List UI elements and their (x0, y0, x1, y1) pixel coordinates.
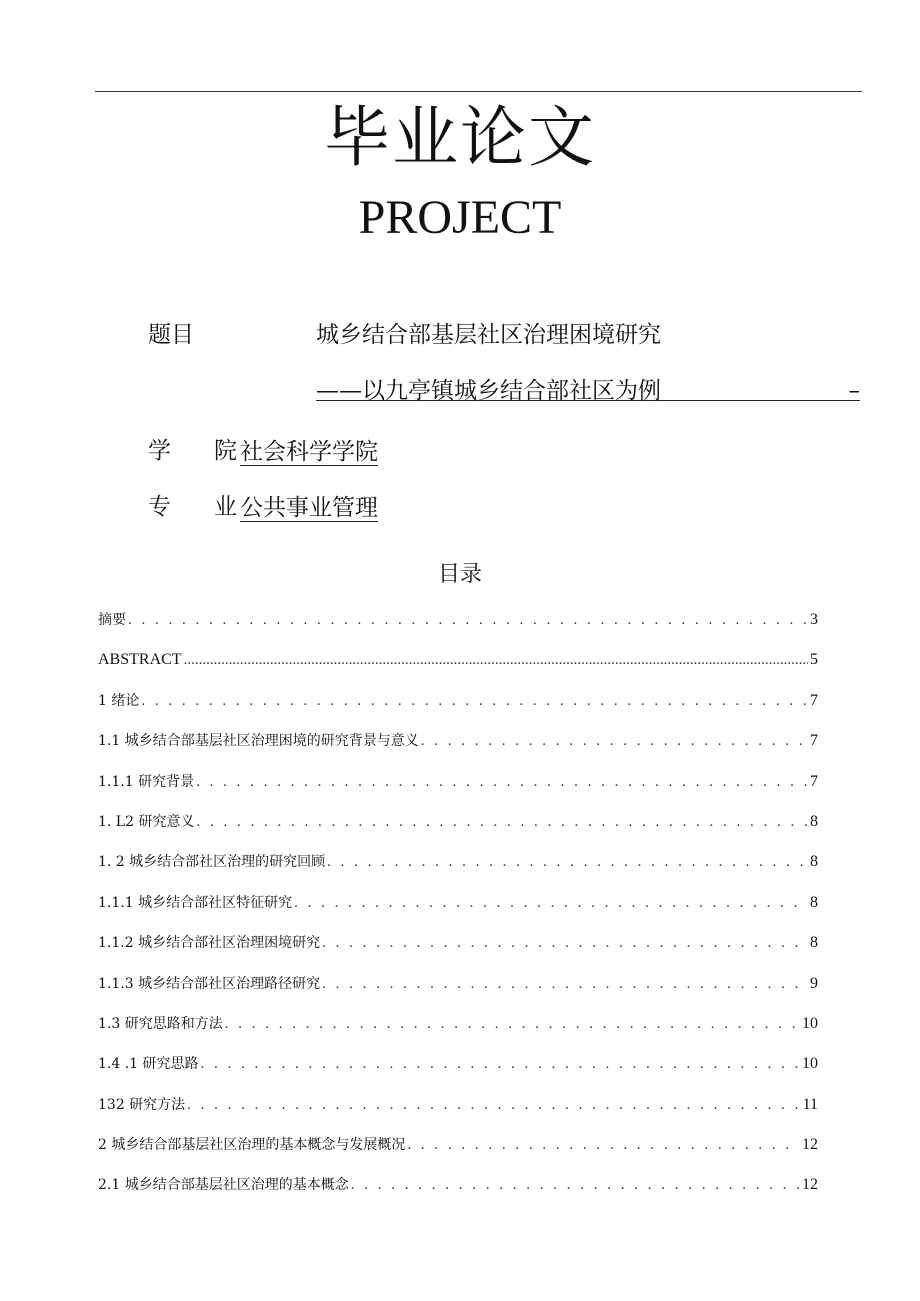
toc-entry[interactable] (98, 1173, 818, 1213)
toc-page-number: 11 (802, 1095, 818, 1113)
topic-line-2-tail: – (848, 378, 860, 404)
toc-entry[interactable] (98, 891, 818, 931)
toc-entry[interactable] (98, 648, 818, 688)
college-label: 学 (148, 438, 171, 464)
toc-page-number: 9 (810, 974, 818, 992)
toc-entry[interactable] (98, 1093, 818, 1133)
toc-leader (294, 891, 808, 915)
toc-page-number: 3 (810, 611, 818, 628)
toc-leader (128, 608, 808, 632)
toc-entry-text: 1. 2 城乡结合部社区治理的研究回顾 (98, 854, 326, 871)
toc-entry-text: 1.1.1 研究背景 (98, 773, 195, 790)
toc-page-number: 5 (810, 651, 818, 669)
toc-leader (187, 1093, 800, 1117)
toc-entry[interactable] (98, 729, 818, 769)
toc-leader (196, 770, 808, 794)
toc-entry[interactable] (98, 689, 818, 729)
toc-leader (407, 1133, 800, 1157)
toc-leader (322, 972, 808, 996)
topic-label: 题目 (148, 322, 194, 348)
toc-entry[interactable] (98, 1052, 818, 1092)
toc-page-number: 7 (810, 732, 818, 750)
toc-entry[interactable] (98, 931, 818, 971)
toc-entry[interactable] (98, 770, 818, 810)
toc-page-number: 12 (802, 1176, 818, 1194)
topic-line-2-text: ——以九亭镇城乡结合部社区为例 (316, 378, 661, 404)
toc-entry-text: 1.1.3 城乡结合部社区治理路径研究 (98, 975, 321, 992)
toc-entry[interactable] (98, 850, 818, 890)
toc-leader (225, 1012, 800, 1036)
toc-entry-text: ABSTRACT (98, 651, 182, 669)
toc-leader (201, 1052, 800, 1076)
toc-page-number: 8 (810, 934, 818, 952)
toc-page-number: 10 (802, 1014, 818, 1032)
toc-leader (351, 1173, 800, 1197)
topic-line-2 (316, 376, 860, 404)
topic-line-1: 城乡结合部基层社区治理困境研究 (316, 322, 661, 348)
toc-leader (141, 689, 808, 713)
toc-leader (421, 729, 808, 753)
toc-entry-text: 1.3 研究思路和方法 (98, 1015, 223, 1032)
toc-entry-text: 1.1.1 城乡结合部社区特征研究 (98, 894, 293, 911)
major-label: 专 (148, 494, 171, 520)
toc-entry[interactable] (98, 608, 818, 648)
toc-leader (322, 931, 808, 955)
college-value: 社会科学学院 (240, 439, 378, 465)
toc-title: 目录 (437, 562, 482, 587)
toc-page-number: 8 (810, 812, 818, 830)
toc-entry-text: 2 城乡结合部基层社区治理的基本概念与发展概况 (98, 1137, 406, 1154)
major-value: 公共事业管理 (240, 495, 378, 521)
toc-leader (327, 850, 808, 874)
toc-entry-text: 1.4 .1 研究思路 (98, 1056, 199, 1073)
toc-page-number: 7 (810, 772, 818, 790)
toc-entry-text: 132 研究方法 (98, 1096, 186, 1113)
toc-leader (196, 810, 808, 834)
toc-entry[interactable] (98, 810, 818, 850)
toc-entry[interactable] (98, 972, 818, 1012)
toc-entry-text: 1.1 城乡结合部基层社区治理困境的研究背景与意义 (98, 733, 419, 750)
toc-entry-text: 摘要 (98, 612, 126, 628)
toc-entry-text: 1.1.2 城乡结合部社区治理困境研究 (98, 935, 321, 952)
thesis-subtitle: PROJECT (358, 191, 562, 244)
header-rule (95, 91, 862, 92)
toc-entry[interactable] (98, 1012, 818, 1052)
toc-page-number: 12 (802, 1136, 818, 1154)
toc-page-number: 7 (810, 691, 818, 709)
table-of-contents (98, 608, 818, 1214)
major-label-suffix: 业 (214, 494, 237, 520)
toc-page-number: 10 (802, 1055, 818, 1073)
toc-entry[interactable] (98, 1133, 818, 1173)
toc-page-number: 8 (810, 853, 818, 871)
thesis-title: 毕业论文 (324, 99, 596, 176)
toc-entry-text: 1. L2 研究意义 (98, 813, 195, 830)
toc-entry-text: 2.1 城乡结合部基层社区治理的基本概念 (98, 1177, 349, 1194)
toc-entry-text: 1 绪论 (98, 692, 140, 709)
college-label-suffix: 院 (214, 438, 237, 464)
toc-leader (184, 648, 808, 672)
toc-page-number: 8 (810, 893, 818, 911)
